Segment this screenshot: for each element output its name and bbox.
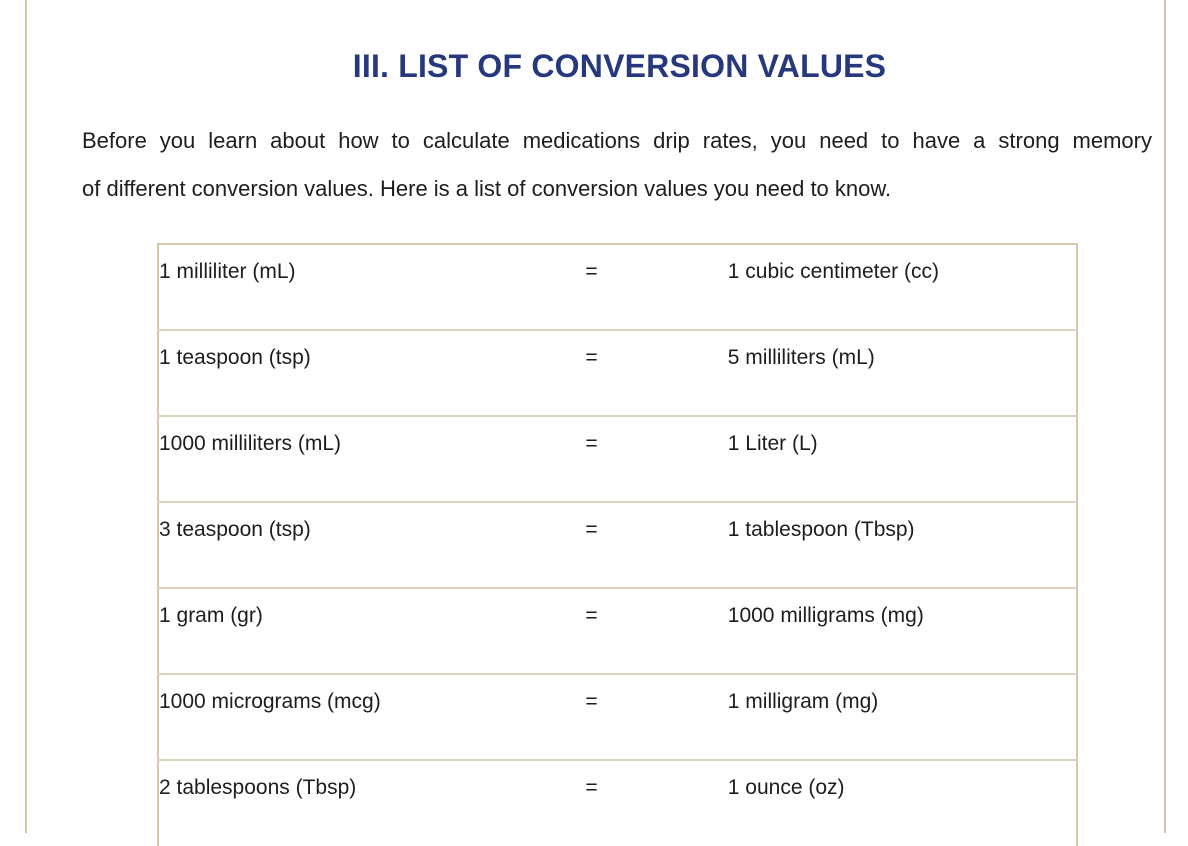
table-row xyxy=(158,588,1077,674)
conversion-left-value: 1000 micrograms (mcg) xyxy=(158,674,585,760)
table-row xyxy=(158,244,1077,330)
table-row xyxy=(158,416,1077,502)
equals-sign: = xyxy=(585,502,727,588)
equals-sign: = xyxy=(585,674,727,760)
intro-line-2: of different conversion values. Here is a list of conversion values you need to know. xyxy=(82,176,892,201)
intro-line-1: Before you learn about how to calculate medications drip rates, you need to have a strong memory xyxy=(82,128,1152,153)
conversion-right-value: 1000 milligrams (mg) xyxy=(728,588,1077,674)
table-row xyxy=(158,760,1077,846)
equals-sign: = xyxy=(585,588,727,674)
conversion-table xyxy=(157,243,1078,846)
equals-sign: = xyxy=(585,330,727,416)
equals-sign: = xyxy=(585,416,727,502)
conversion-right-value: 1 ounce (oz) xyxy=(728,760,1077,846)
conversion-left-value: 1 milliliter (mL) xyxy=(159,260,296,283)
conversion-right-value: 1 cubic centimeter (cc) xyxy=(727,260,939,283)
conversion-right-value: 1 tablespoon (Tbsp) xyxy=(728,502,1077,588)
intro-paragraph xyxy=(82,117,1152,213)
conversion-right-value: 1 Liter (L) xyxy=(728,416,1077,502)
conversion-table-body xyxy=(158,244,1077,846)
conversion-left-value: 1000 milliliters (mL) xyxy=(158,416,585,502)
conversion-left-value: 1 gram (gr) xyxy=(158,588,585,674)
page-edge-line-left xyxy=(25,0,27,833)
equals-sign: = xyxy=(585,260,598,283)
conversion-right-value: 5 milliliters (mL) xyxy=(728,330,1077,416)
table-row xyxy=(158,330,1077,416)
table-row xyxy=(158,502,1077,588)
equals-sign: = xyxy=(585,760,727,846)
conversion-left-value: 2 tablespoons (Tbsp) xyxy=(158,760,585,846)
conversion-right-value: 1 milligram (mg) xyxy=(728,674,1077,760)
page-edge-line-right xyxy=(1164,0,1166,833)
page-title: III. LIST OF CONVERSION VALUES xyxy=(352,48,887,85)
conversion-left-value: 3 teaspoon (tsp) xyxy=(158,502,585,588)
table-row xyxy=(158,674,1077,760)
conversion-left-value: 1 teaspoon (tsp) xyxy=(158,330,585,416)
